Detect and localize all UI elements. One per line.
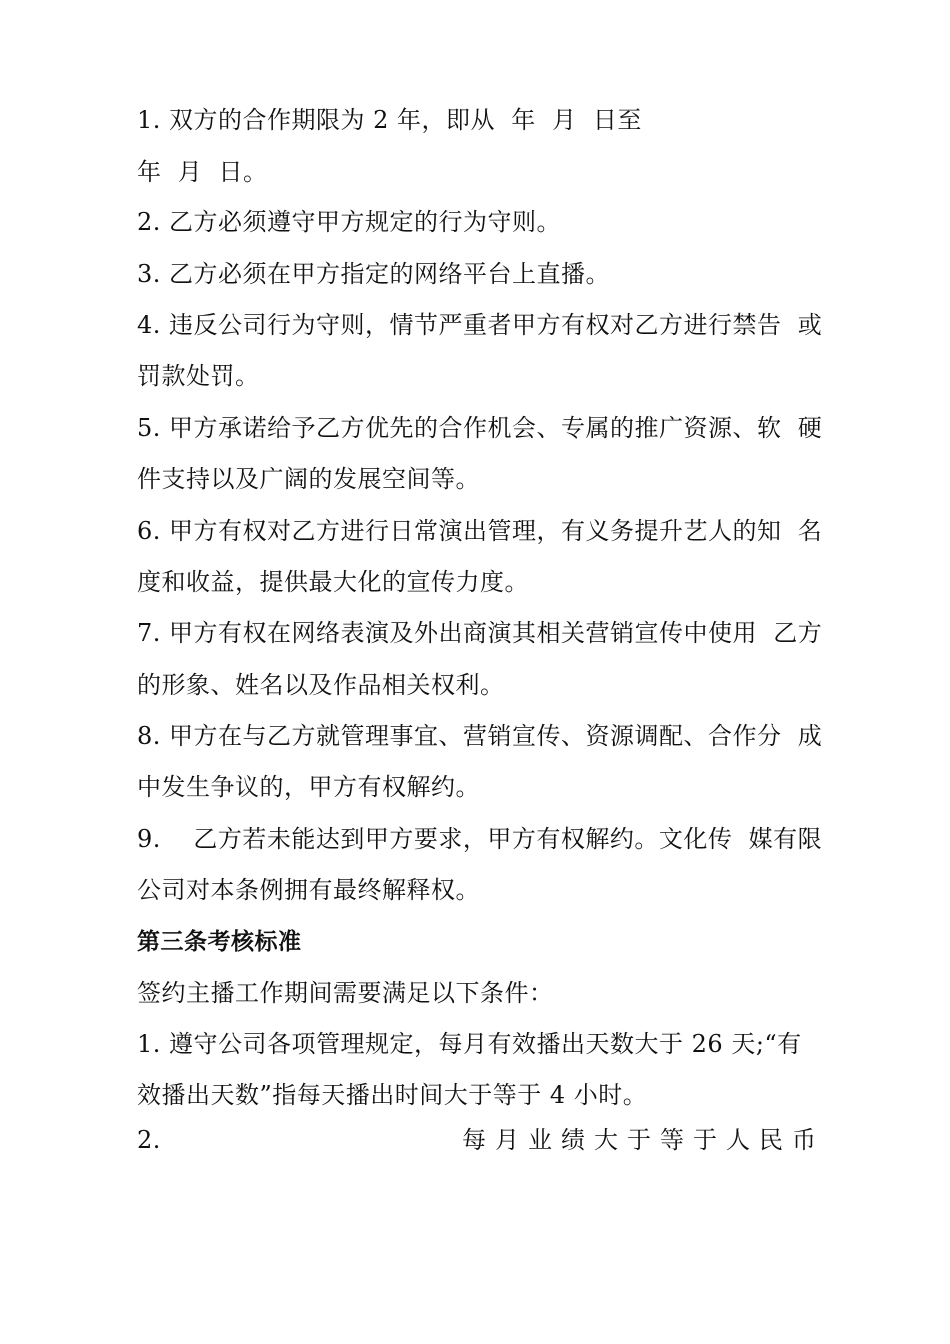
text-line: 8. 甲方在与乙方就管理事宜、营销宣传、资源调配、合作分 成	[137, 722, 823, 750]
text-fragment: 每月业绩大于等于人民币	[462, 1126, 825, 1154]
text-line: 罚款处罚。	[137, 362, 260, 390]
section-heading: 第三条考核标准	[137, 929, 302, 955]
text-line: 5. 甲方承诺给予乙方优先的合作机会、专属的推广资源、软 硬	[137, 414, 823, 442]
text-line: 4. 违反公司行为守则，情节严重者甲方有权对乙方进行禁告 或	[137, 311, 823, 339]
text-line: 7. 甲方有权在网络表演及外出商演其相关营销宣传中使用 乙方	[137, 619, 823, 647]
text-line-justified	[137, 1124, 825, 1156]
text-line: 2. 乙方必须遵守甲方规定的行为守则。	[137, 208, 562, 236]
text-line: 9. 乙方若未能达到甲方要求，甲方有权解约。文化传 媒有限	[137, 825, 823, 853]
text-line: 的形象、姓名以及作品相关权利。	[137, 671, 505, 699]
text-line: 件支持以及广阔的发展空间等。	[137, 465, 480, 493]
text-line: 6. 甲方有权对乙方进行日常演出管理，有义务提升艺人的知 名	[137, 517, 823, 545]
text-line: 度和收益，提供最大化的宣传力度。	[137, 568, 529, 596]
text-line: 1. 双方的合作期限为 2 年，即从 年 月 日至	[137, 106, 642, 134]
text-line: 3. 乙方必须在甲方指定的网络平台上直播。	[137, 260, 611, 288]
text-line: 中发生争议的，甲方有权解约。	[137, 773, 480, 801]
text-line: 公司对本条例拥有最终解释权。	[137, 876, 480, 904]
item-number: 2.	[137, 1126, 161, 1154]
text-line: 1. 遵守公司各项管理规定，每月有效播出天数大于 26 天;“有	[137, 1030, 802, 1058]
text-line: 效播出天数”指每天播出时间大于等于 4 小时。	[137, 1081, 648, 1109]
text-line: 年 月 日。	[137, 158, 268, 186]
text-line: 签约主播工作期间需要满足以下条件：	[137, 979, 554, 1007]
